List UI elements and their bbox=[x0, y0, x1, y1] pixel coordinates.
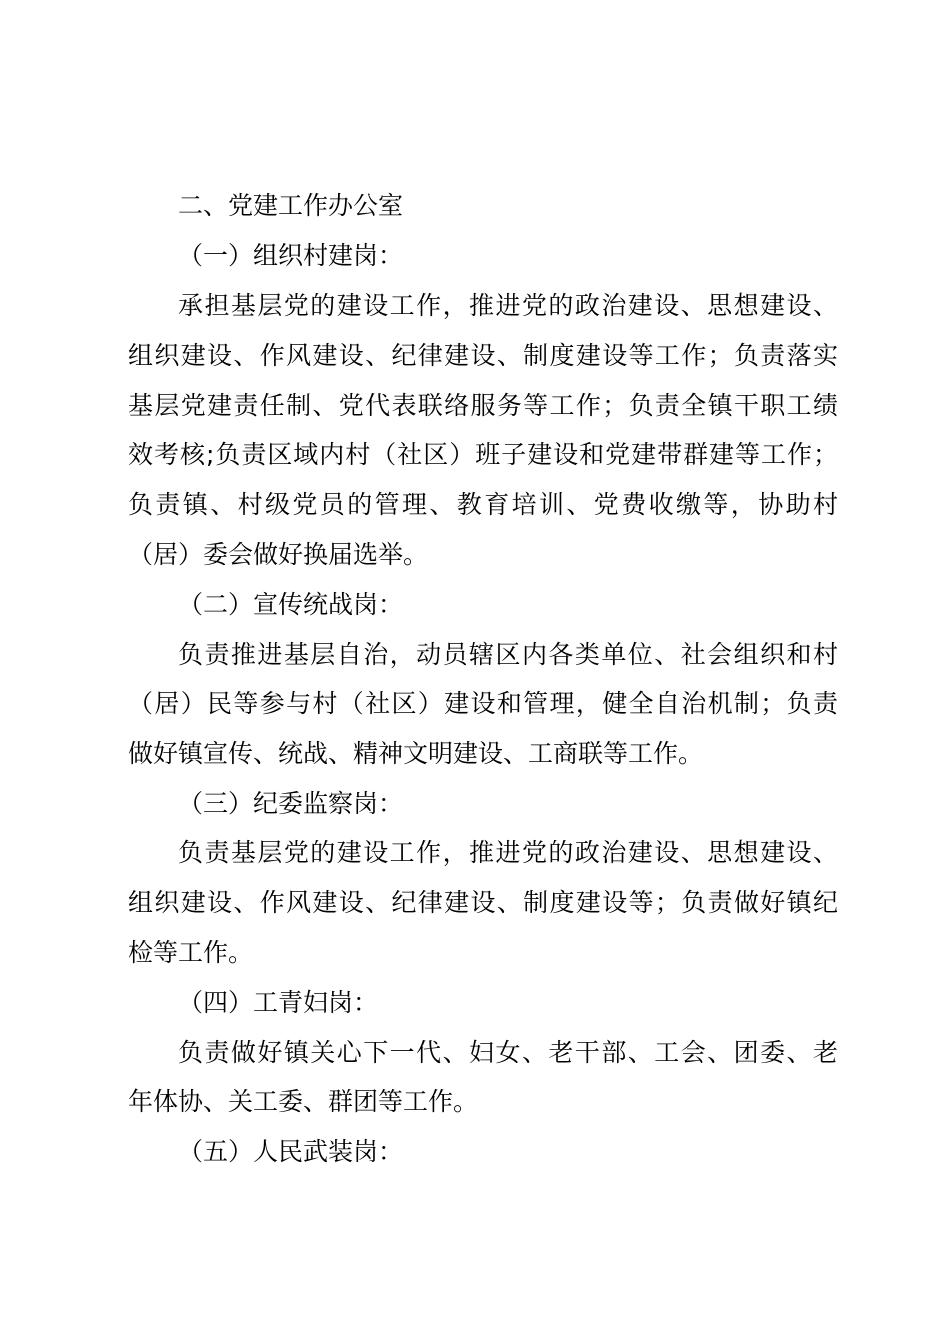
subsection-title-4: （四）工青妇岗： bbox=[178, 988, 379, 1017]
section-heading: 二、党建工作办公室 bbox=[178, 191, 404, 220]
paragraph-line: （居）民等参与村（社区）建设和管理，健全自治机制；负责 bbox=[128, 689, 838, 718]
paragraph-line: 检等工作。 bbox=[128, 938, 254, 967]
subsection-title-5: （五）人民武装岗： bbox=[178, 1137, 404, 1166]
paragraph-line: 组织建设、作风建设、纪律建设、制度建设等；负责做好镇纪 bbox=[128, 888, 838, 917]
paragraph-line: 效考核;负责区域内村（社区）班子建设和党建带群建等工作； bbox=[128, 440, 838, 469]
subsection-title-3: （三）纪委监察岗： bbox=[178, 789, 404, 818]
paragraph-line: 基层党建责任制、党代表联络服务等工作；负责全镇干职工绩 bbox=[128, 391, 838, 420]
subsection-title-1: （一）组织村建岗： bbox=[178, 241, 404, 270]
paragraph-line: 做好镇宣传、统战、精神文明建设、工商联等工作。 bbox=[128, 739, 704, 768]
paragraph-line: 负责基层党的建设工作，推进党的政治建设、思想建设、 bbox=[178, 838, 838, 867]
paragraph-line: 组织建设、作风建设、纪律建设、制度建设等工作；负责落实 bbox=[128, 341, 838, 370]
paragraph-line: 年体协、关工委、群团等工作。 bbox=[128, 1087, 479, 1116]
paragraph-line: 承担基层党的建设工作，推进党的政治建设、思想建设、 bbox=[178, 291, 838, 320]
paragraph-line: 负责镇、村级党员的管理、教育培训、党费收缴等，协助村 bbox=[128, 490, 838, 519]
paragraph-line: （居）委会做好换届选举。 bbox=[128, 540, 429, 569]
paragraph-line: 负责做好镇关心下一代、妇女、老干部、工会、团委、老 bbox=[178, 1038, 838, 1067]
paragraph-line: 负责推进基层自治，动员辖区内各类单位、社会组织和村 bbox=[178, 640, 838, 669]
subsection-title-2: （二）宣传统战岗： bbox=[178, 590, 404, 619]
